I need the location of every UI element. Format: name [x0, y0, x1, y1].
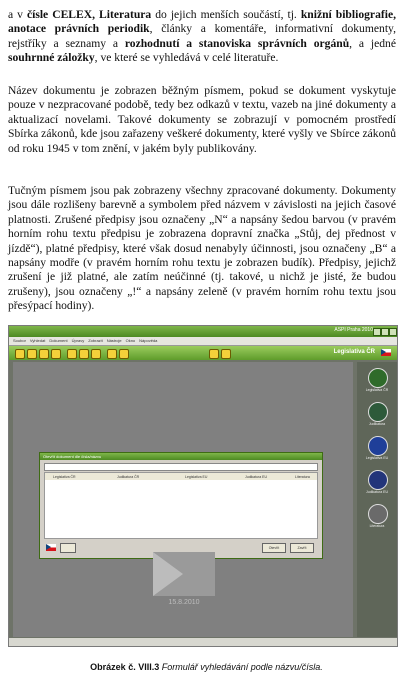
eu-court-icon[interactable]: [368, 470, 388, 490]
bold-term: rozhodnutí a stanoviska správních orgánů: [124, 36, 350, 50]
column-header[interactable]: Judikatura EU: [245, 474, 267, 479]
caption-text: Formulář vyhledávání podle názvu/čísla.: [159, 662, 323, 672]
menu-item[interactable]: Vyhledat: [29, 338, 46, 343]
sidebar-item-label: Legislativa EU: [365, 456, 389, 460]
back-icon[interactable]: [107, 349, 117, 359]
print-icon[interactable]: [39, 349, 49, 359]
bold-term: knižní bibliografie, anotace právních periodik: [8, 8, 396, 36]
menu-item[interactable]: Dokument: [49, 338, 68, 343]
text-run: do jejich menších součástí, tj.: [151, 8, 301, 21]
menu-item[interactable]: Zobrazit: [88, 338, 103, 343]
forward-icon[interactable]: [119, 349, 129, 359]
figure-caption: [0, 662, 413, 672]
sidebar-item-label: Literatura: [369, 524, 385, 528]
column-header[interactable]: Literatura: [295, 474, 310, 479]
eu-stars-icon[interactable]: [368, 436, 388, 456]
czech-flag-icon: [381, 349, 391, 356]
open-button[interactable]: Otevřít: [262, 543, 286, 553]
scales-icon[interactable]: [368, 368, 388, 388]
seal-watermark: [153, 552, 215, 622]
column-header[interactable]: Legislativa EU: [185, 474, 208, 479]
plain-font-paragraph: Název dokumentu je zobrazen běžným písmem, pokud se dokument vyskytuje pouze v nezpracované podobě, tedy bez odkazů v textu, vazeb na jiné dokumenty a aktualizací novelami. Takové dokumenty se zobrazují v pomocném prostředí Sbírka zákonů, kde jsou zařazeny veškeré dokumenty, které vyšly ve Sbírce zákonů od roku 1945 v tom znění, v jakém byly publikovány.: [8, 84, 396, 155]
menu-item[interactable]: Nápověda: [139, 338, 158, 343]
search-icon[interactable]: [51, 349, 61, 359]
search-input[interactable]: [44, 463, 318, 471]
minimize-icon[interactable]: [373, 328, 381, 336]
language-select[interactable]: [60, 543, 76, 553]
seal-triangle: [153, 552, 183, 596]
close-icon[interactable]: [389, 328, 397, 336]
text-run: , ve které se vyhledává v celé literatuře.: [94, 51, 279, 65]
help-icon[interactable]: [209, 349, 219, 359]
workspace: [13, 362, 353, 637]
books-icon[interactable]: [368, 504, 388, 524]
sidebar-item-label: Judikatura: [368, 422, 386, 426]
save-icon[interactable]: [27, 349, 37, 359]
application-screenshot: [8, 325, 398, 647]
judiciary-icon[interactable]: [368, 402, 388, 422]
window-titlebar: [9, 326, 397, 337]
sidebar-item-label: Legislativa ČR: [365, 388, 389, 392]
find-icon[interactable]: [91, 349, 101, 359]
text-run: , a jedné: [349, 36, 396, 50]
results-list[interactable]: [44, 480, 318, 539]
menu-item[interactable]: Soubor: [13, 338, 26, 343]
sidebar: [357, 362, 397, 637]
column-header[interactable]: Judikatura ČR: [117, 474, 140, 479]
bold-term: čísle CELEX, Literatura: [26, 8, 152, 21]
status-bar: [9, 638, 397, 646]
search-dialog: [39, 452, 323, 559]
sidebar-item-label: Judikatura EU: [366, 490, 388, 494]
open-icon[interactable]: [15, 349, 25, 359]
menu-bar: [9, 337, 397, 346]
app-title: ASPI Praha 2010: [334, 327, 373, 333]
maximize-icon[interactable]: [381, 328, 389, 336]
menu-item[interactable]: Okno: [125, 338, 136, 343]
brand-label: Legislativa ČR: [333, 349, 375, 355]
seal-date: 15.8.2010: [168, 599, 200, 606]
settings-icon[interactable]: [221, 349, 231, 359]
copy-icon[interactable]: [67, 349, 77, 359]
toolbar: [9, 346, 397, 360]
menu-item[interactable]: Nástroje: [106, 338, 122, 343]
column-header[interactable]: Legislativa ČR: [53, 474, 76, 479]
intro-paragraph: [8, 8, 396, 66]
text-run: , články a komentáře, informativní dokumenty, rejstříky a seznamy a: [8, 22, 396, 50]
paste-icon[interactable]: [79, 349, 89, 359]
dialog-title: Otevřít dokument dle čísla/názvu: [40, 453, 322, 460]
bold-font-paragraph: Tučným písmem jsou pak zobrazeny všechny zpracované dokumenty. Dokumenty jsou dále rozlišeny barevně a symbolem před názvem v závislosti na jejich časové platnosti. Zrušené předpisy jsou označeny „N“ a napsány šedou barvou (v pravém horním rohu textu předpisu je zobrazena dopravní značka „Stůj, dej přednost v jízdě“), platné předpisy, které však dosud nenabyly účinnosti, jsou označeny „B“ a napsány modře (v pravém horním rohu textu je zobrazen budík). Předpisy, jejichž zrušení je již platné, ale zatím neúčinné (tj. takové, u nichž je jisté, že budou zrušeny), jsou označeny „!“ a napsány zeleně (v pravém horním rohu textu jsou přesýpací hodiny).: [8, 184, 396, 313]
bold-term: souhrnné záložky: [8, 51, 95, 65]
seal-box: [153, 552, 215, 596]
caption-label: Obrázek č. VIII.3: [90, 662, 160, 672]
close-button[interactable]: Zavřít: [290, 543, 314, 553]
text-run: a v: [8, 8, 27, 21]
czech-flag-icon: [46, 544, 56, 551]
menu-item[interactable]: Úpravy: [71, 338, 85, 343]
